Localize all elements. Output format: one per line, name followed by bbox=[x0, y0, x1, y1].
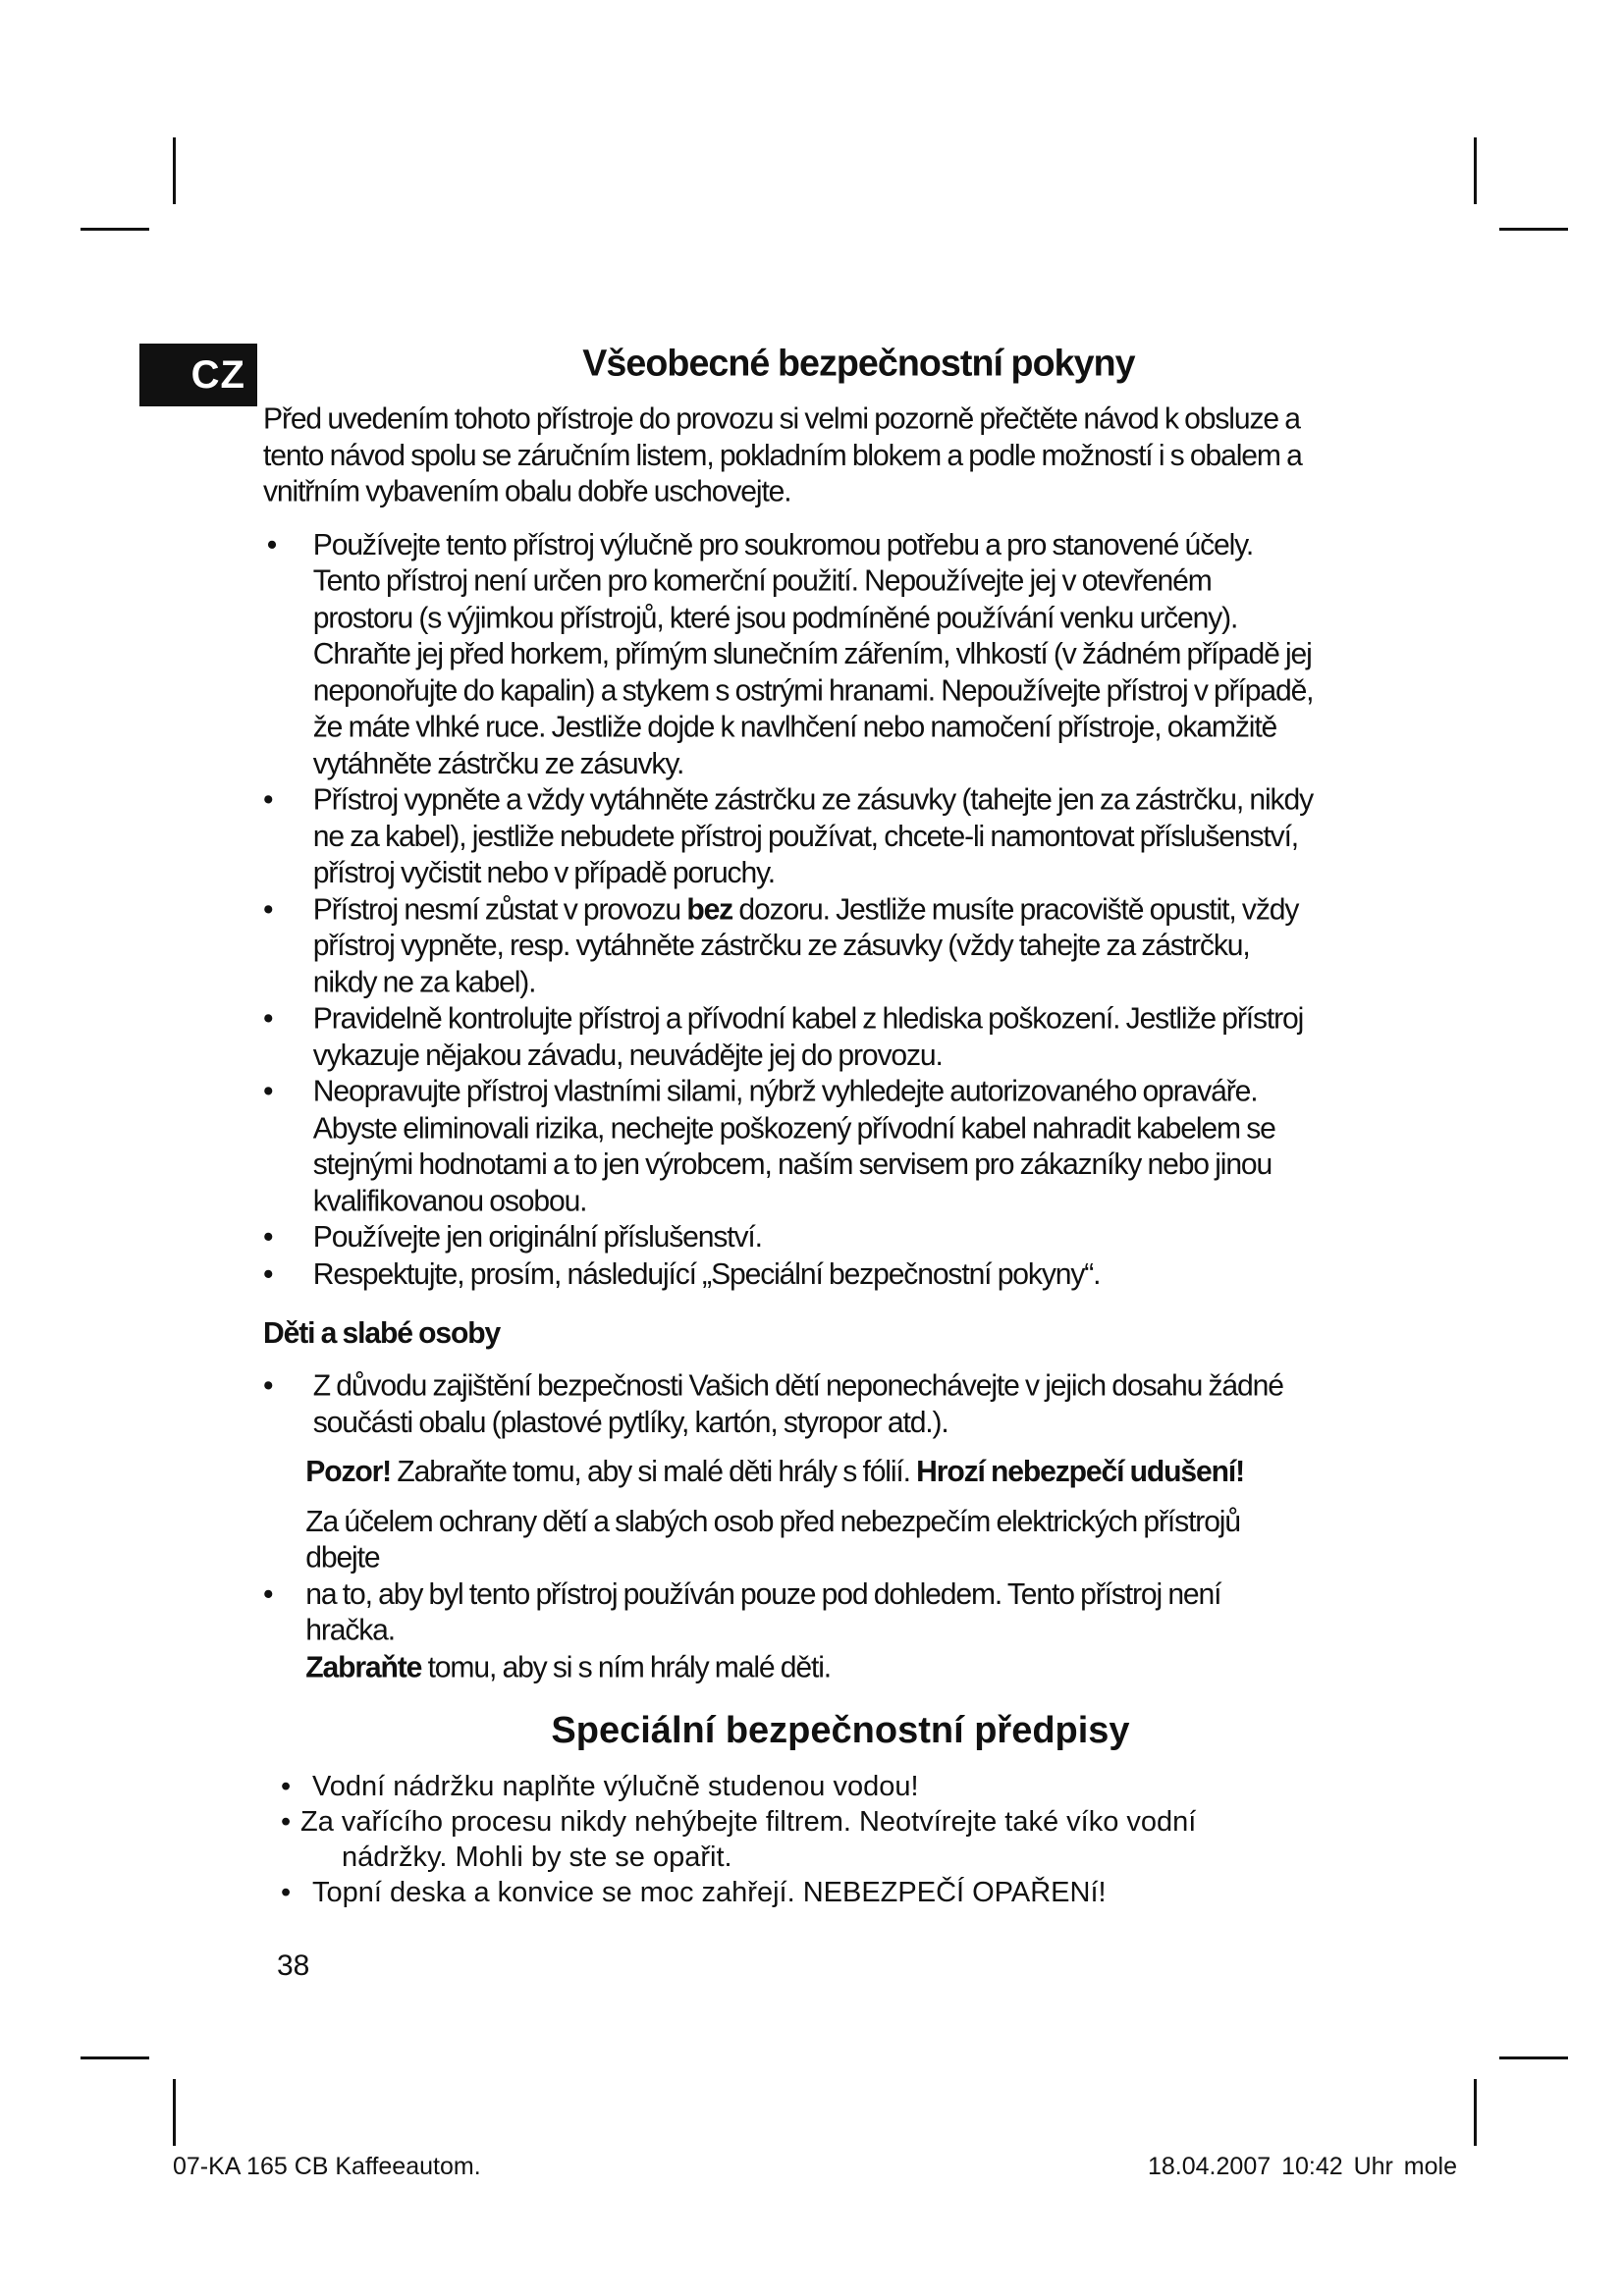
crop-mark-bottom-right-vertical bbox=[1474, 2079, 1477, 2146]
general-safety-list bbox=[263, 526, 1316, 1292]
crop-mark-bottom-left-vertical bbox=[173, 2079, 176, 2146]
bullet: • bbox=[281, 1877, 292, 1908]
bullet: • bbox=[263, 1219, 273, 1254]
supervision-line-2: na to, aby byl tento přístroj používán pouze pod dohledem. Tento přístroj není hračka. bbox=[305, 1576, 1221, 1647]
list-item-text: nádržky. Mohli by ste se opařit. bbox=[342, 1842, 732, 1873]
bullet: • bbox=[263, 1074, 273, 1108]
footer-timestamp: 18.04.2007 10:42 Uhr mole bbox=[1148, 2153, 1457, 2180]
warning-text: Zabraňte tomu, aby si malé děti hrály s fólií. bbox=[391, 1454, 917, 1488]
children-packaging-item bbox=[263, 1367, 1316, 1440]
list-item-text: Neopravujte přístroj vlastními silami, nýbrž vyhledejte autorizovaného opraváře. Abyste eliminovali rizika, nechejte poškozený přívodní kabel nahradit kabelem se stejnými hodnotami a to jen výrobcem, naším servisem pro zákazníky nebo jinou kvalifikovanou osobou. bbox=[312, 1074, 1275, 1217]
list-item bbox=[263, 1219, 1316, 1255]
list-item bbox=[263, 1000, 1316, 1073]
language-tab: CZ bbox=[139, 344, 257, 406]
danger-text: Hrozí nebezpečí udušení! bbox=[916, 1454, 1244, 1488]
list-item-text: Vodní nádržku naplňte výlučně studenou vodou! bbox=[312, 1771, 919, 1802]
special-section-title: Speciální bezpečnostní předpisy bbox=[551, 1710, 1130, 1751]
crop-mark-top-right-vertical bbox=[1474, 137, 1477, 204]
crop-mark-top-left-horizontal bbox=[81, 228, 149, 231]
list-item-text: Přístroj nesmí zůstat v provozu bbox=[312, 891, 687, 926]
supervision-line-1: Za účelem ochrany dětí a slabých osob před nebezpečím elektrických přístrojů dbejte bbox=[305, 1504, 1240, 1575]
list-item bbox=[281, 1769, 1361, 1804]
bullet: • bbox=[266, 527, 277, 561]
supervision-line-3: tomu, aby si s ním hrály malé děti. bbox=[421, 1649, 832, 1683]
supervision-emphasis: Zabraňte bbox=[305, 1649, 422, 1683]
general-safety-section bbox=[263, 340, 1316, 1698]
crop-mark-top-right-horizontal bbox=[1499, 228, 1568, 231]
crop-mark-bottom-right-horizontal bbox=[1499, 2056, 1568, 2059]
list-item bbox=[281, 1875, 1361, 1910]
list-item-text: Používejte tento přístroj výlučně pro soukromou potřebu a pro stanovené účely. Tento přístroj není určen pro komerční použití. Nepoužívejte jej v otevřeném prostoru (s výjimkou přístrojů, které jsou podmíněné používání venku určeny). Chraňte jej před horkem, přímým slunečním zářením, vlhkostí (v žádném případě jej neponořujte do kapalin) a stykem s ostrými hranami. Nepoužívejte přístroj v případě, že máte vlhké ruce. Jestliže dojde k navlhčení nebo namočení přístroje, okamžitě vytáhněte zástrčku ze zásuvky. bbox=[312, 527, 1314, 780]
list-item-text: Topní deska a konvice se moc zahřejí. NEBEZPEČÍ OPAŘENí! bbox=[312, 1877, 1107, 1908]
crop-mark-top-left-vertical bbox=[173, 137, 176, 204]
list-item-text: Používejte jen originální příslušenství. bbox=[312, 1219, 762, 1254]
supervision-item bbox=[263, 1503, 1316, 1685]
emphasis-bez: bez bbox=[686, 891, 733, 926]
page-title: Všeobecné bezpečnostní pokyny bbox=[582, 343, 1135, 385]
bullet: • bbox=[263, 1368, 273, 1403]
warning-label: Pozor! bbox=[305, 1454, 392, 1488]
bullet: • bbox=[263, 1576, 273, 1611]
list-item bbox=[281, 1804, 1361, 1875]
list-item-text: Pravidelně kontrolujte přístroj a přívodní kabel z hlediska poškození. Jestliže přístroj vykazuje nějakou závadu, neuvádějte jej do provozu. bbox=[312, 1001, 1304, 1072]
list-item bbox=[263, 891, 1316, 1000]
list-item-text: Přístroj vypněte a vždy vytáhněte zástrčku ze zásuvky (tahejte jen za zástrčku, nikdy ne za kabel), jestliže nebudete přístroj používat, chcete-li namontovat příslušenství, přístroj vyčistit nebo v případě poruchy. bbox=[312, 782, 1313, 889]
footer-file-name: 07-KA 165 CB Kaffeeautom. bbox=[173, 2153, 481, 2180]
special-safety-section bbox=[281, 1708, 1361, 1910]
list-item bbox=[263, 1073, 1316, 1219]
list-item bbox=[263, 526, 1316, 781]
list-item-text: Z důvodu zajištění bezpečnosti Vašich dětí neponechávejte v jejich dosahu žádné součásti obalu (plastové pytlíky, kartón, styropor atd.). bbox=[312, 1368, 1283, 1439]
special-safety-list bbox=[281, 1769, 1361, 1910]
list-item-text: dozoru. Jestliže musíte pracoviště opustit, vždy přístroj vypněte, resp. vytáhněte zástrčku ze zásuvky (vždy tahejte za zástrčku, nikdy ne za kabel). bbox=[312, 891, 1299, 998]
bullet: • bbox=[281, 1771, 292, 1802]
list-item-text: Za vařícího procesu nikdy nehýbejte filtrem. Neotvírejte také víko vodní bbox=[300, 1806, 1197, 1838]
page-number: 38 bbox=[277, 1949, 310, 1982]
crop-mark-bottom-left-horizontal bbox=[81, 2056, 149, 2059]
intro-paragraph: Před uvedením tohoto přístroje do provozu si velmi pozorně přečtěte návod k obsluze a tento návod spolu se záručním listem, pokladním blokem a podle možností i s obalem a vnitřním vybavením obalu dobře uschovejte. bbox=[263, 400, 1302, 508]
list-item bbox=[263, 781, 1316, 890]
list-item bbox=[263, 1255, 1316, 1292]
list-item-text: Respektujte, prosím, následující „Speciální bezpečnostní pokyny“. bbox=[312, 1256, 1101, 1290]
bullet: • bbox=[281, 1806, 292, 1838]
children-section-title: Děti a slabé osoby bbox=[263, 1315, 501, 1350]
bullet: • bbox=[263, 782, 273, 817]
bullet: • bbox=[263, 1256, 273, 1290]
suffocation-warning bbox=[263, 1454, 1316, 1490]
bullet: • bbox=[263, 1001, 273, 1035]
bullet: • bbox=[263, 891, 273, 926]
